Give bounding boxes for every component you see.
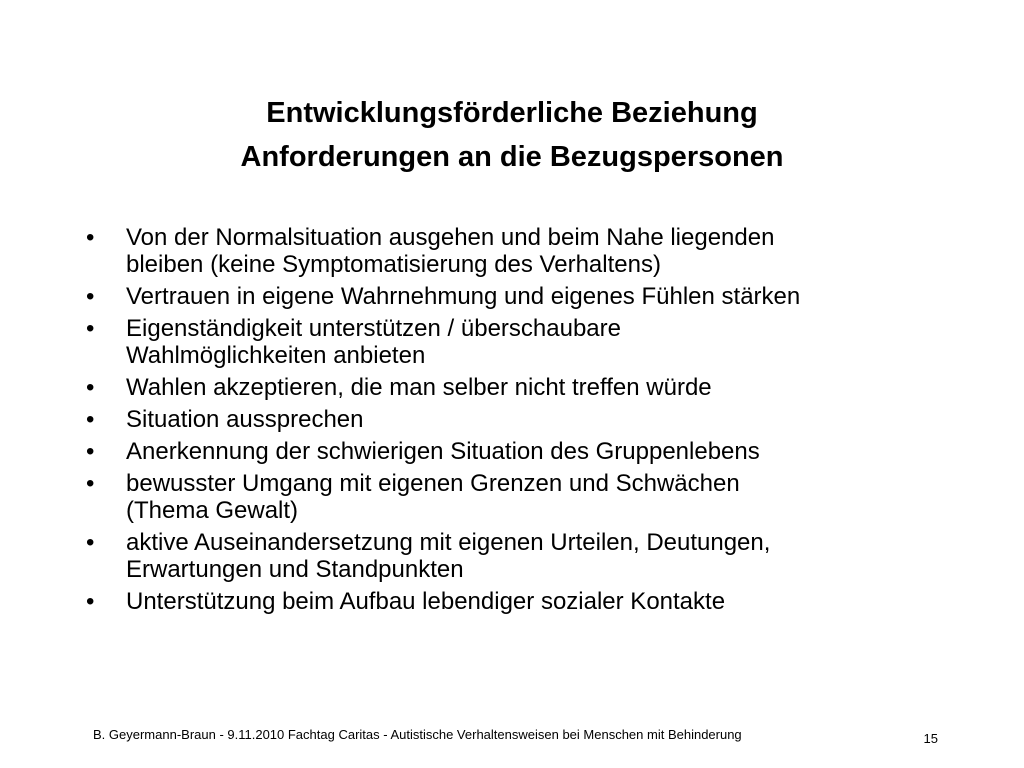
bullet-icon: •	[86, 470, 95, 497]
bullet-icon: •	[86, 529, 95, 556]
bullet-text-line-1: Von der Normalsituation ausgehen und beim Nahe liegenden	[126, 224, 775, 251]
bullet-text-line-1: Situation aussprechen	[126, 406, 364, 433]
bullet-text-line-1: Anerkennung der schwierigen Situation des Gruppenlebens	[126, 438, 760, 465]
bullet-icon: •	[86, 374, 95, 401]
bullet-icon: •	[86, 588, 95, 615]
bullet-text-line-1: bewusster Umgang mit eigenen Grenzen und Schwächen	[126, 470, 740, 497]
bullet-text-line-2: Erwartungen und Standpunkten	[126, 556, 464, 583]
bullet-item	[84, 315, 964, 369]
footer-text: B. Geyermann-Braun - 9.11.2010 Fachtag Caritas - Autistische Verhaltensweisen bei Menschen mit Behinderung	[93, 727, 742, 742]
bullet-item	[84, 529, 964, 583]
slide-title	[120, 91, 904, 179]
bullet-text-line-2: (Thema Gewalt)	[126, 497, 299, 524]
bullet-item	[84, 283, 964, 310]
bullet-icon: •	[86, 224, 95, 251]
bullet-item	[84, 224, 964, 278]
bullet-icon: •	[86, 283, 95, 310]
bullet-icon: •	[86, 438, 95, 465]
bullet-text-line-1: Unterstützung beim Aufbau lebendiger sozialer Kontakte	[126, 588, 726, 615]
bullet-text-line-1: Wahlen akzeptieren, die man selber nicht treffen würde	[126, 374, 712, 401]
bullet-item	[84, 588, 964, 615]
bullet-text-line-1: Vertrauen in eigene Wahrnehmung und eigenes Fühlen stärken	[126, 283, 801, 310]
bullet-text-line-2: bleiben (keine Symptomatisierung des Verhaltens)	[126, 251, 661, 278]
bullet-text-line-1: aktive Auseinandersetzung mit eigenen Urteilen, Deutungen,	[126, 529, 771, 556]
title-line-1: Entwicklungsförderliche Beziehung	[266, 97, 758, 129]
bullet-item	[84, 470, 964, 524]
bullet-item	[84, 406, 964, 433]
bullet-item	[84, 438, 964, 465]
page-number: 15	[923, 731, 938, 746]
bullet-icon: •	[86, 406, 95, 433]
bullet-item	[84, 374, 964, 401]
bullet-list	[84, 224, 964, 620]
title-line-2: Anforderungen an die Bezugspersonen	[240, 141, 784, 173]
bullet-text-line-2: Wahlmöglichkeiten anbieten	[126, 342, 426, 369]
bullet-icon: •	[86, 315, 95, 342]
bullet-text-line-1: Eigenständigkeit unterstützen / überschaubare	[126, 315, 621, 342]
